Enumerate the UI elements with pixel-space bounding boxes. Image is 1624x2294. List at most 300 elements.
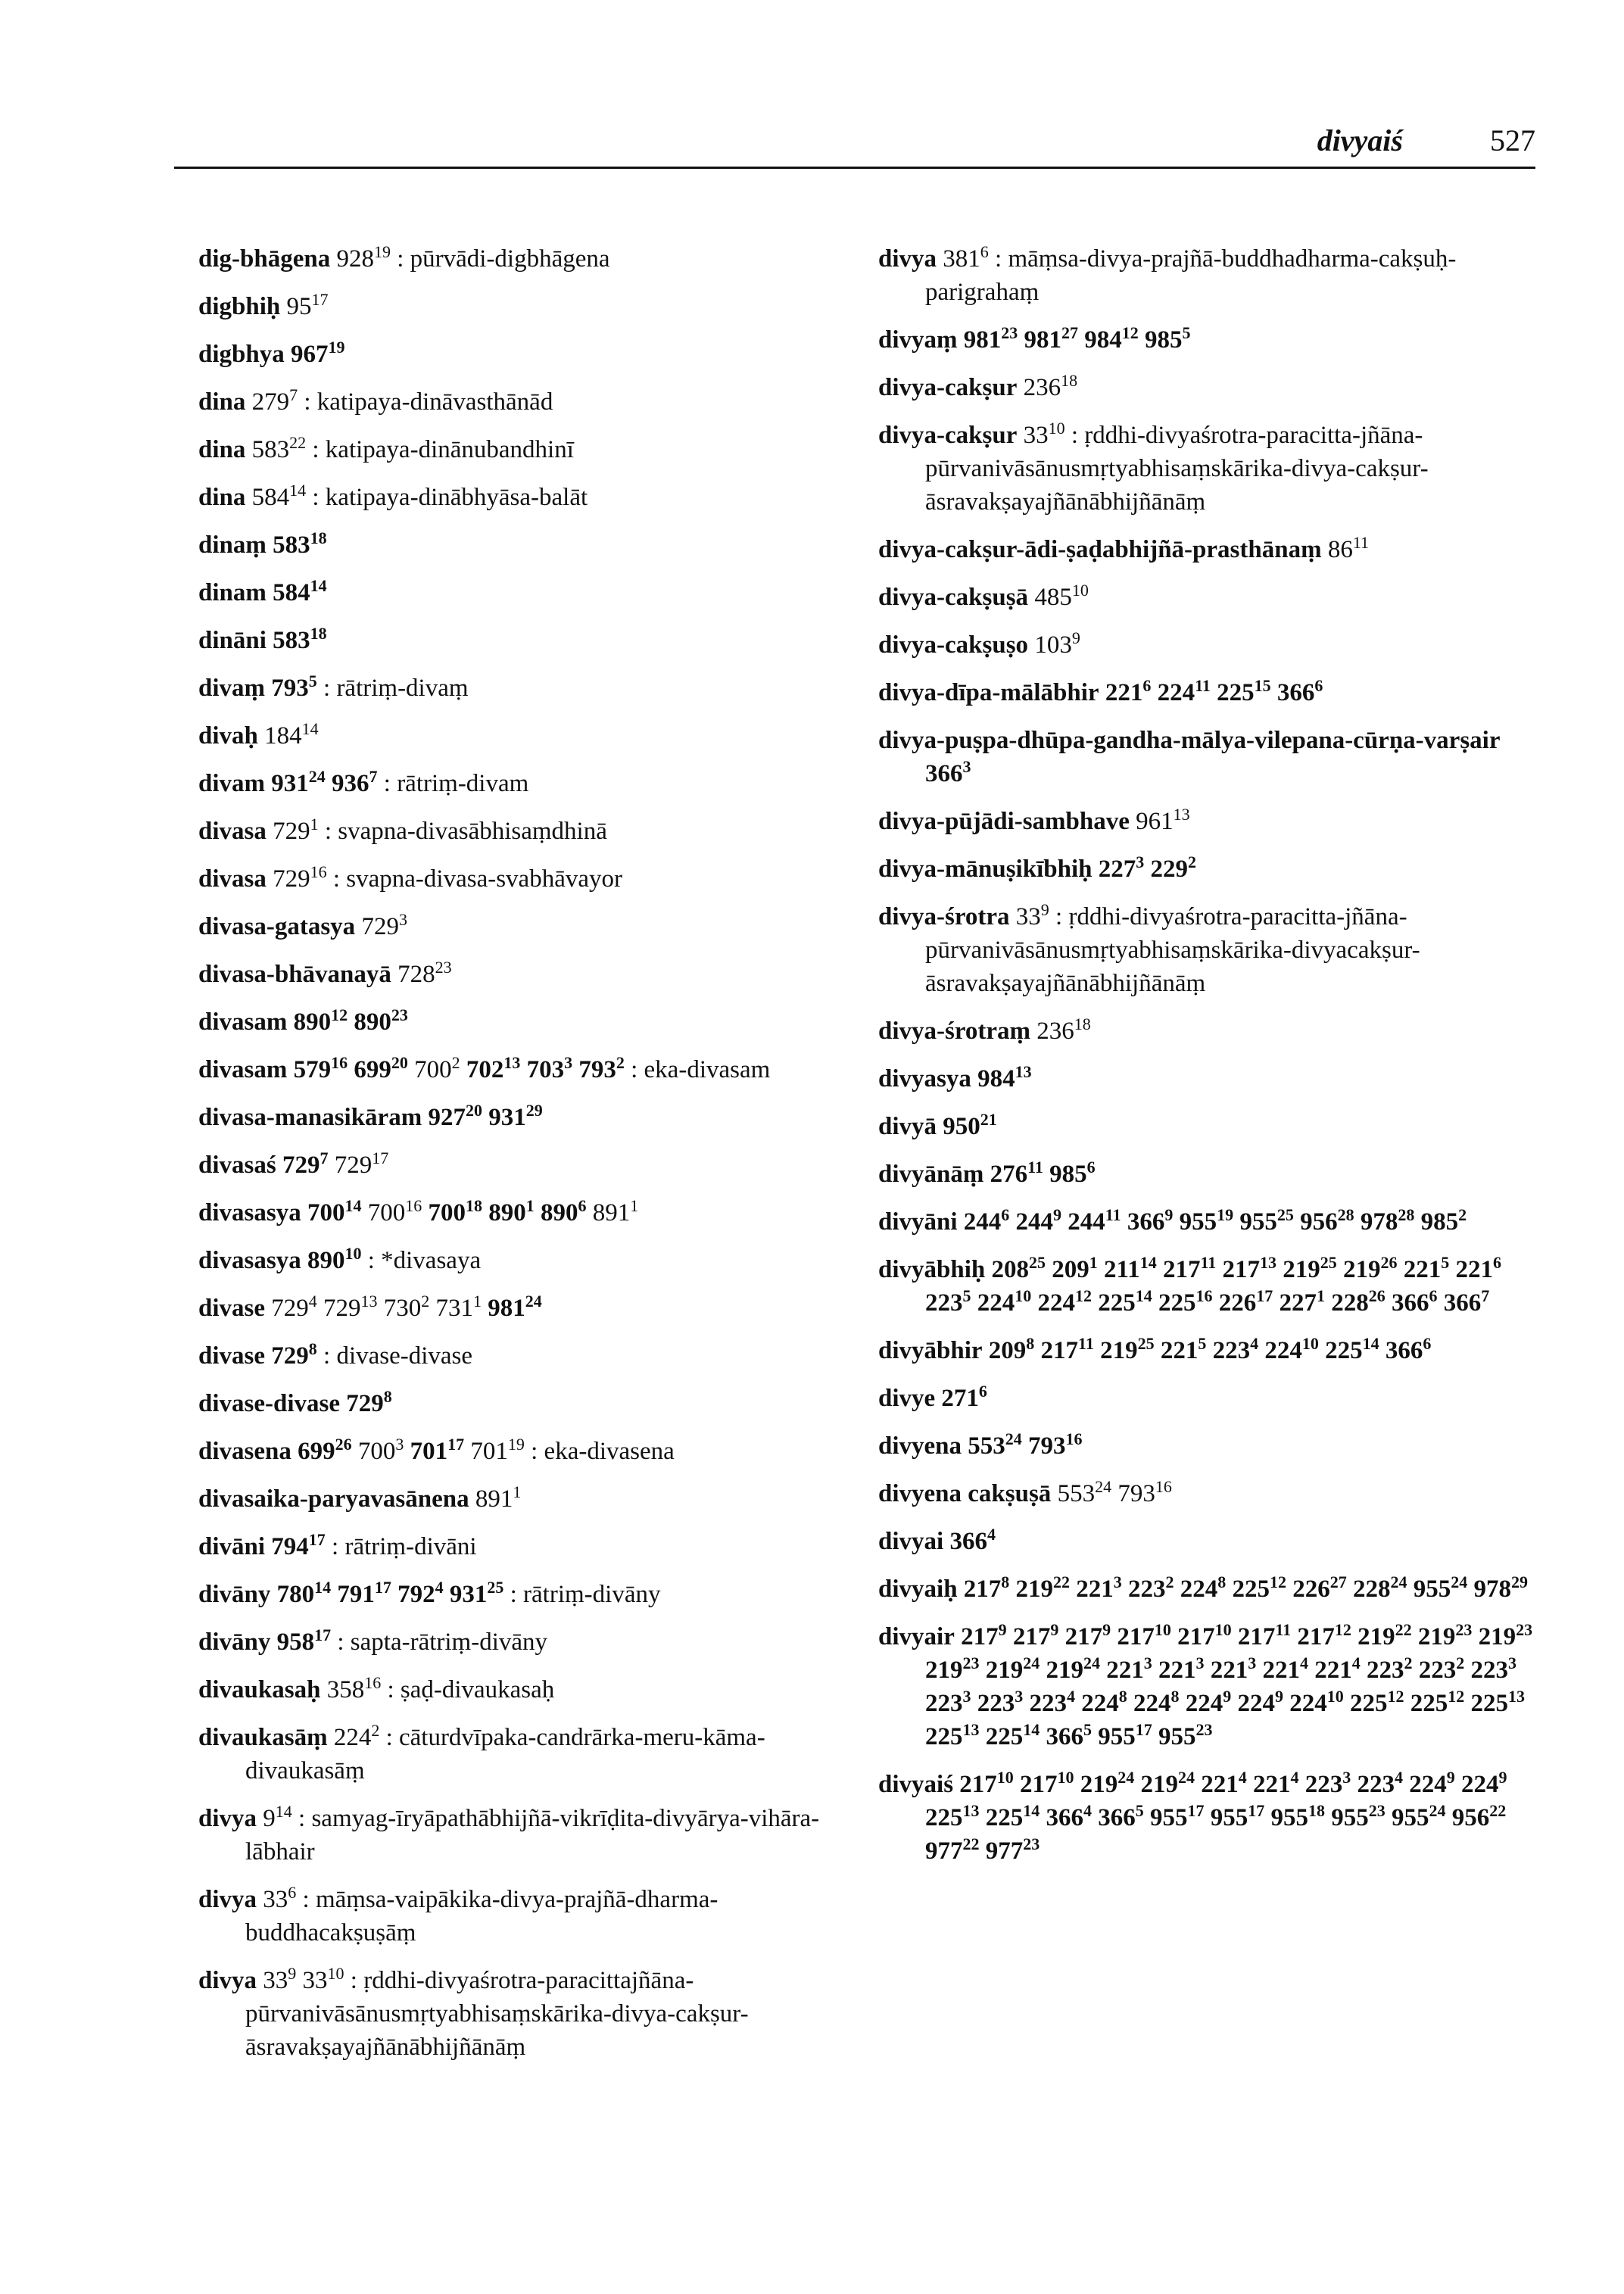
entry-reference: $217^{10}$ xyxy=(1020,1768,1074,1798)
entry-reference: $977^{22}$ xyxy=(925,1834,980,1865)
entry-reference: $223^5$ xyxy=(925,1286,971,1317)
entry-reference: $221^3$ xyxy=(1158,1653,1205,1684)
entry-reference: $981^{23}$ xyxy=(963,323,1018,354)
entry-reference: $279^7$ xyxy=(251,385,298,416)
entry-reference: $366^6$ xyxy=(1385,1334,1432,1364)
entry-headword: divasena xyxy=(198,1438,291,1465)
entry-reference: $366^5$ xyxy=(1046,1720,1092,1750)
entry-gloss: rātriṃ-divam xyxy=(397,770,529,797)
index-entry xyxy=(878,581,1545,614)
entry-gloss: ṣaḍ-divaukasaḥ xyxy=(400,1676,555,1703)
index-entry xyxy=(198,290,849,323)
entry-headword: divya-cakṣur-ādi-ṣaḍabhijñā-prasthānaṃ xyxy=(878,536,1322,563)
entry-headword: divya-mānuṣikībhiḥ xyxy=(878,856,1093,883)
entry-reference: $226^{17}$ xyxy=(1218,1286,1273,1317)
entry-gloss: cāturdvīpaka-candrārka-meru-kāma-divaukasāṃ xyxy=(245,1724,765,1784)
entry-reference: $793^{16}$ xyxy=(1028,1429,1083,1460)
index-entry xyxy=(878,1110,1545,1143)
entry-headword: divase xyxy=(198,1342,266,1370)
index-entry xyxy=(878,1477,1545,1510)
entry-reference: $890^{23}$ xyxy=(354,1005,408,1036)
entry-headword: divasa xyxy=(198,818,267,845)
entry-headword: divya xyxy=(198,1805,257,1832)
entry-headword: divaḥ xyxy=(198,722,258,750)
entry-reference: $225^{13}$ xyxy=(925,1801,980,1831)
entry-reference: $730^2$ xyxy=(383,1292,430,1322)
entry-reference: $223^2$ xyxy=(1128,1572,1174,1603)
entry-reference: $228^{24}$ xyxy=(1353,1572,1407,1603)
entry-reference: $223^4$ xyxy=(1212,1334,1259,1364)
entry-headword: divya-cakṣur xyxy=(878,422,1018,449)
entry-reference: $219^{23}$ xyxy=(1478,1620,1533,1650)
index-entry xyxy=(878,323,1545,357)
entry-reference: $219^{26}$ xyxy=(1342,1253,1398,1283)
index-entry: divasena $699^{26}$ $700^3$ $701^{17}$ $701^{19}$ : eka-divasena xyxy=(198,1435,675,1465)
entry-reference: $225^{12}$ xyxy=(1410,1687,1465,1717)
entry-reference: $729^4$ xyxy=(271,1292,317,1322)
index-entry xyxy=(198,576,849,609)
entry-gloss: katipaya-dinābhyāsa-balāt xyxy=(325,484,588,511)
entry-gloss: pūrvādi-digbhāgena xyxy=(410,245,610,273)
entry-reference: $236^{18}$ xyxy=(1036,1015,1091,1045)
index-entry: divāny $780^{14}$ $791^{17}$ $792^4$ $931^{25}$ : rātriṃ-divāny xyxy=(198,1578,661,1608)
entry-reference: $729^7$ xyxy=(282,1149,329,1179)
index-entry: divasam $579^{16}$ $699^{20}$ $700^2$ $702^{13}$ $703^3$ $793^2$ : eka-divasam xyxy=(198,1053,771,1083)
entry-reference: $955^{17}$ xyxy=(1210,1801,1265,1831)
entry-reference: $958^{17}$ xyxy=(276,1625,332,1656)
running-headword: divyaiś xyxy=(1317,123,1403,157)
index-entry xyxy=(878,676,1545,709)
entry-headword: divasa-gatasya xyxy=(198,913,356,940)
index-entry xyxy=(198,624,849,657)
entry-reference: $931^{24}$ xyxy=(271,767,326,797)
entry-reference: $955^{24}$ xyxy=(1413,1572,1468,1603)
left-column xyxy=(198,242,849,2078)
index-entry xyxy=(878,371,1545,404)
entry-reference: $244^9$ xyxy=(1015,1205,1062,1236)
entry-headword: divāny xyxy=(198,1629,271,1656)
entry-headword: divase xyxy=(198,1295,266,1322)
index-entry: divase $729^8$ : divase-divase xyxy=(198,1339,473,1370)
index-entry xyxy=(198,1196,849,1230)
entry-reference: $221^4$ xyxy=(1253,1768,1299,1798)
entry-reference: $219^{24}$ xyxy=(1140,1768,1195,1798)
entry-reference: $219^{23}$ xyxy=(925,1653,980,1684)
index-entry xyxy=(878,1620,1545,1753)
entry-reference: $728^{23}$ xyxy=(397,958,452,988)
entry-reference: $209^1$ xyxy=(1052,1253,1098,1283)
entry-reference: $223^3$ xyxy=(977,1687,1024,1717)
entry-reference: $223^4$ xyxy=(1029,1687,1075,1717)
entry-gloss: katipaya-dinānubandhinī xyxy=(325,436,574,463)
entry-reference: $699^{20}$ xyxy=(354,1053,408,1083)
index-entry: divaukasaḥ $358^{16}$ : ṣaḍ-divaukasaḥ xyxy=(198,1673,555,1703)
entry-reference: $227^3$ xyxy=(1098,852,1145,883)
entry-reference: $219^{24}$ xyxy=(1080,1768,1135,1798)
entry-reference: $791^{17}$ xyxy=(337,1578,391,1608)
entry-reference: $793^2$ xyxy=(578,1053,625,1083)
index-entry xyxy=(878,533,1545,566)
entry-gloss: māṃsa-vaipākika-divya-prajñā-dharma-buddhacakṣuṣāṃ xyxy=(245,1886,718,1946)
entry-headword: digbhya xyxy=(198,341,285,368)
index-entry xyxy=(878,1525,1545,1558)
index-entry: divya $33^9$ $33^{10}$ : ṛddhi-divyaśrotra-paracittajñāna-pūrvanivāsānusmṛtyabhisaṃskārika-divya-cakṣur-āsravakṣayajñānābhijñānāṃ xyxy=(198,1964,749,2061)
entry-headword: divyaṃ xyxy=(878,326,958,354)
entry-reference: $224^{10}$ xyxy=(1289,1687,1344,1717)
entry-reference: $579^{16}$ xyxy=(293,1053,348,1083)
entry-reference: $224^8$ xyxy=(1133,1687,1180,1717)
index-entry: divya $381^6$ : māṃsa-divya-prajñā-buddhadharma-cakṣuḥ-parigrahaṃ xyxy=(878,242,1457,306)
index-entry xyxy=(878,1429,1545,1463)
entry-gloss: sapta-rātriṃ-divāny xyxy=(350,1629,548,1656)
entry-gloss: ṛddhi-divyaśrotra-paracittajñāna-pūrvanivāsānusmṛtyabhisaṃskārika-divya-cakṣur-āsravakṣayajñānābhijñānāṃ xyxy=(245,1967,749,2061)
entry-reference: $366^9$ xyxy=(1127,1205,1174,1236)
index-entry xyxy=(878,805,1545,838)
entry-reference: $792^4$ xyxy=(397,1578,444,1608)
index-entry xyxy=(878,1015,1545,1048)
entry-reference: $729^{17}$ xyxy=(334,1149,389,1179)
entry-reference: $729^{13}$ xyxy=(323,1292,378,1322)
entry-gloss: māṃsa-divya-prajñā-buddhadharma-cakṣuḥ-parigrahaṃ xyxy=(925,245,1457,306)
entry-reference: $219^{23}$ xyxy=(1417,1620,1473,1650)
entry-reference: $793^{16}$ xyxy=(1117,1477,1172,1507)
entry-reference: $217^{11}$ xyxy=(1162,1253,1217,1283)
index-entry: divāny $958^{17}$ : sapta-rātriṃ-divāny xyxy=(198,1625,548,1656)
index-entry xyxy=(878,1253,1545,1320)
entry-reference: $981^{27}$ xyxy=(1024,323,1079,354)
entry-reference: $219^{22}$ xyxy=(1015,1572,1071,1603)
entry-reference: $699^{26}$ xyxy=(298,1435,352,1465)
index-entry xyxy=(198,719,849,753)
entry-reference: $961^{13}$ xyxy=(1136,805,1190,835)
page-header xyxy=(174,114,1535,169)
entry-headword: dināni xyxy=(198,627,267,654)
entry-gloss: divase-divase xyxy=(336,1342,473,1370)
entry-reference: $223^3$ xyxy=(1304,1768,1351,1798)
entry-headword: dina xyxy=(198,388,246,416)
entry-reference: $931^{29}$ xyxy=(488,1101,543,1131)
entry-reference: $225^{13}$ xyxy=(925,1720,980,1750)
entry-headword: digbhiḥ xyxy=(198,293,281,320)
entry-reference: $244^{11}$ xyxy=(1068,1205,1121,1236)
entry-reference: $221^4$ xyxy=(1201,1768,1247,1798)
entry-headword: divasa-bhāvanayā xyxy=(198,961,391,988)
entry-reference: $366^3$ xyxy=(925,757,971,787)
entry-reference: $955^{25}$ xyxy=(1239,1205,1294,1236)
entry-headword: divyāni xyxy=(878,1208,958,1236)
entry-reference: $86^{11}$ xyxy=(1327,533,1369,563)
entry-gloss: svapna-divasa-svabhāvayor xyxy=(346,865,622,893)
entry-reference: $583^{22}$ xyxy=(251,433,307,463)
entry-reference: $584^{14}$ xyxy=(251,481,307,511)
index-entry xyxy=(878,1572,1545,1606)
entry-reference: $485^{10}$ xyxy=(1034,581,1089,611)
index-entry xyxy=(198,958,849,991)
entry-reference: $224^9$ xyxy=(1461,1768,1507,1798)
entry-reference: $221^5$ xyxy=(1160,1334,1207,1364)
entry-reference: $33^9$ xyxy=(1015,900,1049,930)
entry-headword: divye xyxy=(878,1385,936,1412)
entry-reference: $33^{10}$ xyxy=(1023,419,1065,449)
entry-headword: divyena cakṣuṣā xyxy=(878,1480,1052,1507)
entry-reference: $184^{14}$ xyxy=(264,719,319,750)
entry-headword: divyaiḥ xyxy=(878,1576,958,1603)
entry-reference: $9^{14}$ xyxy=(263,1802,292,1832)
index-entry: divya-cakṣur $33^{10}$ : ṛddhi-divyaśrotra-paracitta-jñāna-pūrvanivāsānusmṛtyabhisaṃskārika-divya-cakṣur-āsravakṣayajñānābhijñānāṃ xyxy=(878,419,1429,516)
entry-reference: $225^{12}$ xyxy=(1232,1572,1287,1603)
entry-gloss: eka-divasena xyxy=(544,1438,675,1465)
entry-reference: $225^{15}$ xyxy=(1217,676,1271,706)
entry-headword: divaukasaḥ xyxy=(198,1676,321,1703)
entry-gloss: katipaya-dināvasthānād xyxy=(316,388,553,416)
entry-gloss: ṛddhi-divyaśrotra-paracitta-jñāna-pūrvanivāsānusmṛtyabhisaṃskārika-divya-cakṣur-āsravakṣayajñānābhijñānāṃ xyxy=(925,422,1429,516)
index-entry xyxy=(198,1005,849,1039)
entry-reference: $223^2$ xyxy=(1367,1653,1413,1684)
entry-gloss: rātriṃ-divāni xyxy=(344,1533,477,1560)
entry-headword: divāny xyxy=(198,1581,271,1608)
entry-headword: divasaika-paryavasānena xyxy=(198,1485,469,1513)
index-entry xyxy=(198,910,849,943)
entry-reference: $366^6$ xyxy=(1276,676,1323,706)
entry-reference: $225^{16}$ xyxy=(1158,1286,1213,1317)
index-entry xyxy=(878,724,1545,790)
entry-gloss: eka-divasam xyxy=(644,1056,771,1083)
index-entry: dig-bhāgena $928^{19}$ : pūrvādi-digbhāgena xyxy=(198,242,610,273)
index-entry xyxy=(878,852,1545,886)
right-column xyxy=(878,242,1545,1882)
entry-headword: divya-pūjādi-sambhave xyxy=(878,808,1130,835)
entry-reference: $244^6$ xyxy=(963,1205,1010,1236)
entry-reference: $890^{12}$ xyxy=(293,1005,348,1036)
index-entry: divam $931^{24}$ $936^7$ : rātriṃ-divam xyxy=(198,767,529,797)
index-entry xyxy=(878,1382,1545,1415)
entry-reference: $223^3$ xyxy=(925,1687,971,1717)
entry-reference: $700^{18}$ xyxy=(428,1196,482,1226)
entry-reference: $967^{19}$ xyxy=(290,338,345,368)
entry-reference: $936^7$ xyxy=(332,767,378,797)
entry-reference: $978^{29}$ xyxy=(1473,1572,1529,1603)
entry-reference: $217^{12}$ xyxy=(1297,1620,1351,1650)
entry-headword: divasam xyxy=(198,1056,288,1083)
entry-reference: $584^{14}$ xyxy=(273,576,327,606)
entry-headword: divaukasāṃ xyxy=(198,1724,328,1751)
entry-reference: $583^{18}$ xyxy=(273,624,327,654)
entry-reference: $95^{17}$ xyxy=(286,290,329,320)
entry-reference: $224^9$ xyxy=(1185,1687,1232,1717)
entry-reference: $219^{25}$ xyxy=(1100,1334,1155,1364)
index-entry xyxy=(198,1292,849,1325)
entry-gloss: ṛddhi-divyaśrotra-paracitta-jñāna-pūrvanivāsānusmṛtyabhisaṃskārika-divyacakṣur-āsravakṣayajñānābhijñānāṃ xyxy=(925,903,1420,997)
entry-reference: $221^6$ xyxy=(1455,1253,1501,1283)
entry-reference: $358^{16}$ xyxy=(326,1673,382,1703)
entry-reference: $221^4$ xyxy=(1314,1653,1361,1684)
entry-headword: divyasya xyxy=(878,1065,971,1092)
entry-reference: $703^3$ xyxy=(526,1053,573,1083)
entry-reference: $217^8$ xyxy=(963,1572,1010,1603)
entry-reference: $955^{17}$ xyxy=(1098,1720,1152,1750)
entry-headword: dina xyxy=(198,484,246,511)
entry-reference: $221^3$ xyxy=(1076,1572,1122,1603)
entry-reference: $217^{10}$ xyxy=(1177,1620,1232,1650)
index-entry: dina $584^{14}$ : katipaya-dinābhyāsa-balāt xyxy=(198,481,588,511)
entry-reference: $226^{27}$ xyxy=(1292,1572,1347,1603)
entry-headword: divyair xyxy=(878,1623,955,1650)
entry-reference: $225^{14}$ xyxy=(1325,1334,1379,1364)
entry-reference: $984^{13}$ xyxy=(977,1062,1032,1092)
entry-reference: $366^4$ xyxy=(949,1525,996,1555)
index-entry: divasa $729^{16}$ : svapna-divasa-svabhāvayor xyxy=(198,862,622,893)
index-entry xyxy=(878,1334,1545,1367)
entry-reference: $33^6$ xyxy=(263,1883,297,1913)
entry-reference: $891^1$ xyxy=(475,1482,522,1513)
entry-gloss: rātriṃ-divaṃ xyxy=(336,675,469,702)
entry-reference: $553^{24}$ xyxy=(968,1429,1022,1460)
index-entry xyxy=(198,1101,849,1134)
entry-gloss: samyag-īryāpathābhijñā-vikrīḍita-divyārya-vihāra-lābhair xyxy=(245,1805,820,1865)
entry-reference: $228^{26}$ xyxy=(1331,1286,1386,1317)
entry-headword: dig-bhāgena xyxy=(198,245,331,273)
entry-reference: $700^{14}$ xyxy=(307,1196,362,1226)
entry-reference: $700^2$ xyxy=(414,1053,460,1083)
entry-reference: $219^{24}$ xyxy=(985,1653,1040,1684)
entry-headword: divasasya xyxy=(198,1247,301,1274)
entry-headword: dinam xyxy=(198,579,267,606)
entry-reference: $217^9$ xyxy=(961,1620,1007,1650)
entry-reference: $223^4$ xyxy=(1357,1768,1404,1798)
entry-reference: $891^1$ xyxy=(592,1196,639,1226)
entry-headword: dinaṃ xyxy=(198,531,267,559)
entry-headword: divam xyxy=(198,770,266,797)
entry-reference: $219^{22}$ xyxy=(1357,1620,1412,1650)
entry-reference: $931^{25}$ xyxy=(449,1578,504,1608)
index-entry: divasasya $890^{10}$ : *divasaya xyxy=(198,1244,482,1274)
entry-headword: divya-śrotra xyxy=(878,903,1010,930)
entry-reference: $103^9$ xyxy=(1034,628,1080,659)
entry-headword: divyaiś xyxy=(878,1771,954,1798)
entry-reference: $794^{17}$ xyxy=(271,1530,326,1560)
index-entry xyxy=(198,1149,849,1182)
entry-reference: $208^{25}$ xyxy=(991,1253,1046,1283)
entry-reference: $217^{11}$ xyxy=(1237,1620,1292,1650)
entry-reference: $224^8$ xyxy=(1081,1687,1127,1717)
entry-reference: $927^{20}$ xyxy=(428,1101,482,1131)
entry-headword: divya xyxy=(878,245,937,273)
entry-reference: $985^6$ xyxy=(1049,1158,1096,1188)
entry-reference: $890^6$ xyxy=(540,1196,587,1226)
entry-reference: $217^{10}$ xyxy=(1117,1620,1171,1650)
entry-reference: $217^{11}$ xyxy=(1040,1334,1094,1364)
entry-reference: $928^{19}$ xyxy=(336,242,391,273)
index-entry: divasa $729^1$ : svapna-divasābhisaṃdhinā xyxy=(198,815,607,845)
entry-reference: $366^7$ xyxy=(1443,1286,1490,1317)
index-entry xyxy=(198,1387,849,1420)
index-entry xyxy=(878,1768,1545,1868)
entry-reference: $956^{28}$ xyxy=(1300,1205,1354,1236)
entry-reference: $701^{19}$ xyxy=(470,1435,525,1465)
entry-headword: divya-cakṣuṣā xyxy=(878,584,1029,611)
entry-reference: $985^5$ xyxy=(1145,323,1191,354)
entry-reference: $977^{23}$ xyxy=(985,1834,1040,1865)
entry-reference: $225^{14}$ xyxy=(985,1720,1040,1750)
index-entry xyxy=(878,1062,1545,1096)
entry-reference: $978^{28}$ xyxy=(1360,1205,1415,1236)
entry-reference: $729^1$ xyxy=(273,815,319,845)
entry-headword: divya-puṣpa-dhūpa-gandha-mālya-vilepana-cūrṇa-varṣair xyxy=(878,727,1501,754)
entry-headword: divasasya xyxy=(198,1199,301,1226)
entry-reference: $366^5$ xyxy=(1098,1801,1144,1831)
entry-reference: $553^{24}$ xyxy=(1057,1477,1112,1507)
entry-reference: $221^6$ xyxy=(1105,676,1152,706)
entry-reference: $229^2$ xyxy=(1150,852,1196,883)
index-entry xyxy=(198,528,849,562)
index-entry xyxy=(198,1482,849,1516)
entry-headword: divyābhir xyxy=(878,1337,983,1364)
entry-headword: divya xyxy=(198,1886,257,1913)
entry-headword: divya-dīpa-mālābhir xyxy=(878,679,1099,706)
entry-reference: $701^{17}$ xyxy=(410,1435,465,1465)
entry-reference: $221^3$ xyxy=(1210,1653,1257,1684)
entry-headword: dina xyxy=(198,436,246,463)
entry-reference: $225^{13}$ xyxy=(1470,1687,1525,1717)
entry-headword: divya xyxy=(198,1967,257,1994)
entry-reference: $217^{10}$ xyxy=(959,1768,1014,1798)
entry-reference: $955^{17}$ xyxy=(1150,1801,1205,1831)
index-entry: divaṃ $793^5$ : rātriṃ-divaṃ xyxy=(198,672,469,702)
entry-reference: $217^9$ xyxy=(1012,1620,1059,1650)
entry-reference: $729^8$ xyxy=(346,1387,392,1417)
entry-reference: $890^1$ xyxy=(488,1196,535,1226)
index-entry xyxy=(198,338,849,371)
entry-reference: $221^3$ xyxy=(1106,1653,1152,1684)
entry-reference: $985^2$ xyxy=(1420,1205,1467,1236)
index-entry: divāni $794^{17}$ : rātriṃ-divāni xyxy=(198,1530,477,1560)
entry-reference: $271^6$ xyxy=(941,1382,987,1412)
entry-reference: $956^{22}$ xyxy=(1451,1801,1507,1831)
entry-reference: $225^{14}$ xyxy=(1098,1286,1152,1317)
entry-reference: $955^{19}$ xyxy=(1179,1205,1234,1236)
entry-headword: divyai xyxy=(878,1528,944,1555)
entry-reference: $223^2$ xyxy=(1418,1653,1465,1684)
entry-reference: $33^9$ xyxy=(263,1964,297,1994)
index-entry: divaukasāṃ $224^2$ : cāturdvīpaka-candrārka-meru-kāma-divaukasāṃ xyxy=(198,1721,765,1784)
entry-headword: divase-divase xyxy=(198,1390,341,1417)
entry-reference: $955^{23}$ xyxy=(1158,1720,1213,1750)
entry-reference: $984^{12}$ xyxy=(1084,323,1139,354)
index-entry: divya $9^{14}$ : samyag-īryāpathābhijñā-vikrīḍita-divyārya-vihāra-lābhair xyxy=(198,1802,820,1865)
entry-gloss: rātriṃ-divāny xyxy=(523,1581,661,1608)
entry-headword: divasaś xyxy=(198,1152,276,1179)
entry-reference: $224^{10}$ xyxy=(977,1286,1032,1317)
index-entry: dina $583^{22}$ : katipaya-dinānubandhinī xyxy=(198,433,574,463)
entry-reference: $33^{10}$ xyxy=(302,1964,344,1994)
entry-reference: $729^8$ xyxy=(271,1339,317,1370)
entry-gloss: svapna-divasābhisaṃdhinā xyxy=(338,818,607,845)
entry-reference: $793^5$ xyxy=(271,672,317,702)
entry-reference: $219^{24}$ xyxy=(1046,1653,1100,1684)
index-entry xyxy=(878,628,1545,662)
entry-reference: $950^{21}$ xyxy=(943,1110,997,1140)
entry-reference: $221^5$ xyxy=(1403,1253,1450,1283)
entry-reference: $702^{13}$ xyxy=(466,1053,521,1083)
entry-reference: $225^{12}$ xyxy=(1350,1687,1404,1717)
index-entry: divya $33^6$ : māṃsa-vaipākika-divya-prajñā-dharma-buddhacakṣuṣāṃ xyxy=(198,1883,718,1946)
entry-headword: divasam xyxy=(198,1008,288,1036)
entry-reference: $224^8$ xyxy=(1180,1572,1227,1603)
entry-reference: $219^{25}$ xyxy=(1283,1253,1337,1283)
entry-reference: $731^1$ xyxy=(435,1292,482,1322)
entry-reference: $224^{11}$ xyxy=(1157,676,1211,706)
entry-reference: $217^9$ xyxy=(1064,1620,1111,1650)
